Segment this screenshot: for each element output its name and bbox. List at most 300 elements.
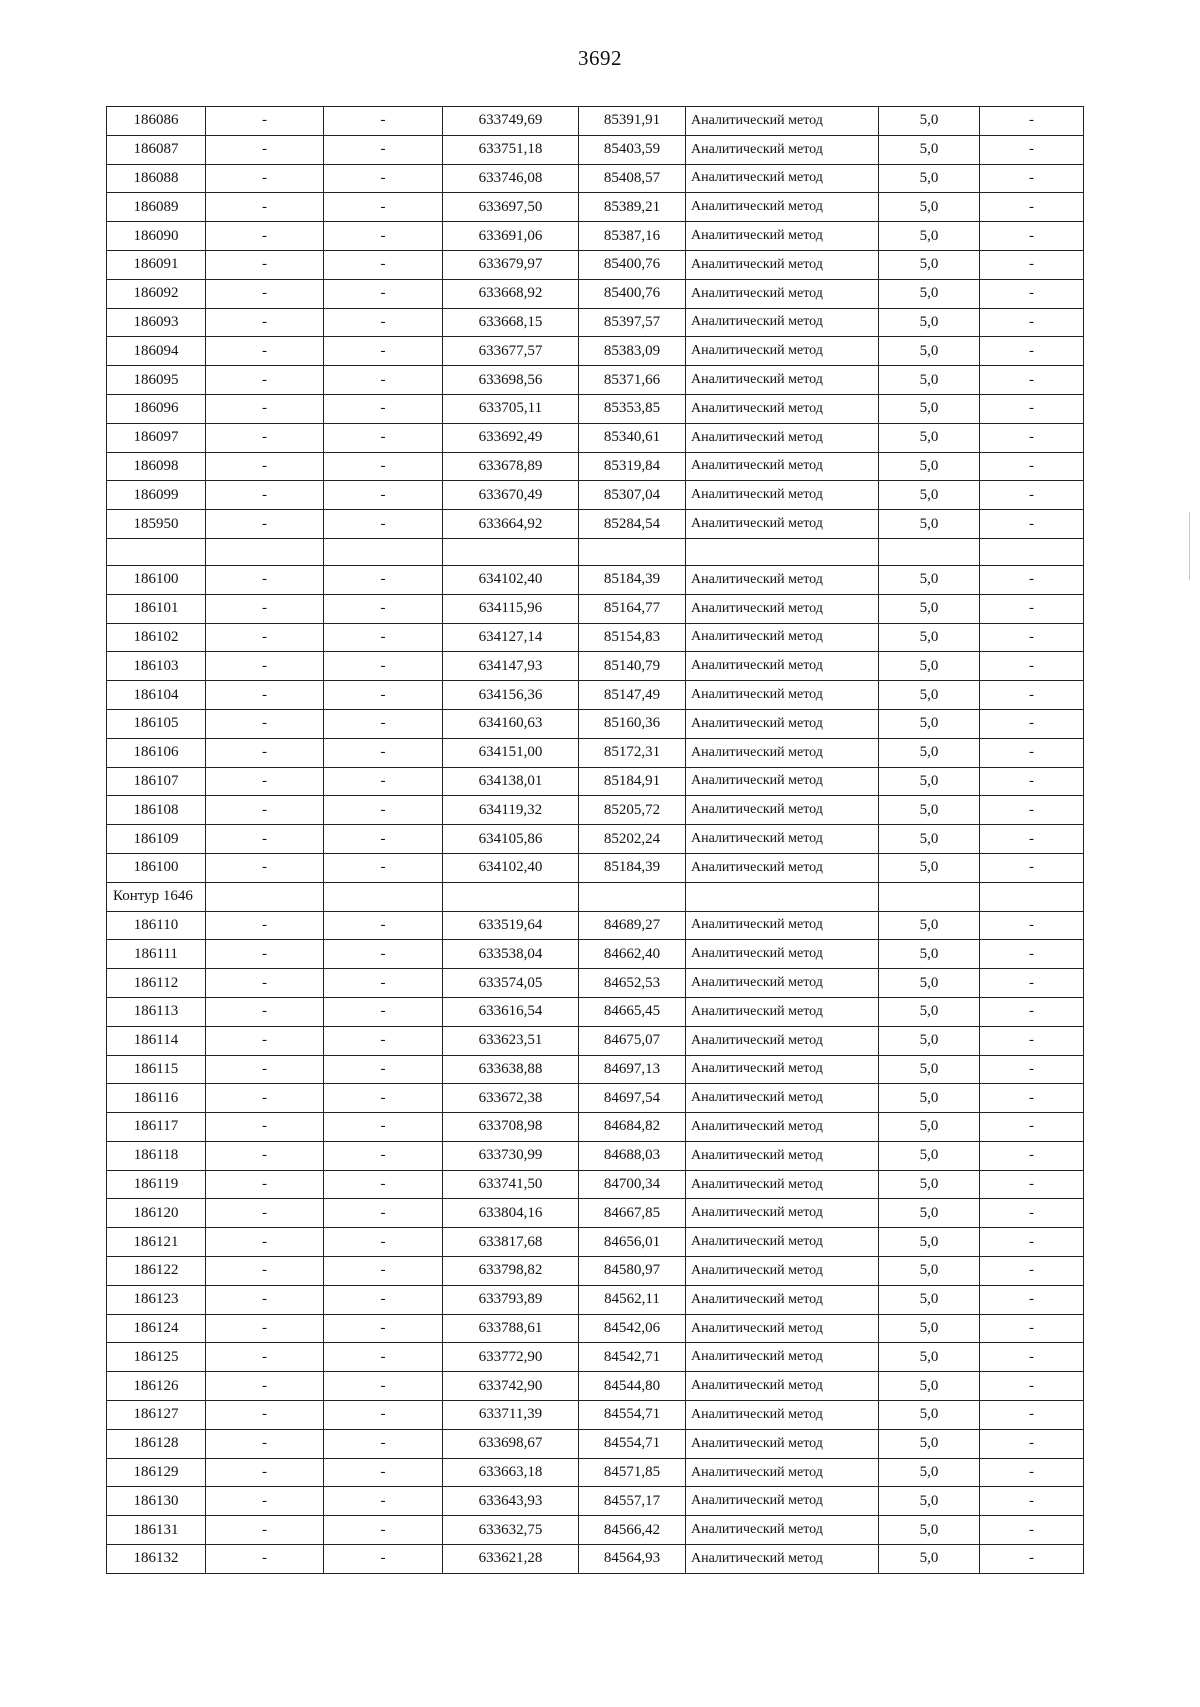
cell-col-8: - [980, 940, 1084, 969]
cell-col-3: - [324, 1545, 443, 1574]
cell-col-2: - [206, 423, 324, 452]
cell-coord-x: 633670,49 [443, 481, 579, 510]
cell-col-8: - [980, 969, 1084, 998]
table-row [107, 997, 1084, 1026]
cell-method [686, 538, 879, 565]
cell-point-number: 186104 [107, 681, 206, 710]
cell-point-number: 186120 [107, 1199, 206, 1228]
cell-col-3 [324, 538, 443, 565]
cell-coord-y: 85403,59 [579, 135, 686, 164]
cell-coord-x: 633804,16 [443, 1199, 579, 1228]
table-row [107, 738, 1084, 767]
cell-point-number: 186116 [107, 1084, 206, 1113]
cell-coord-y: 84557,17 [579, 1487, 686, 1516]
cell-col-2: - [206, 1285, 324, 1314]
cell-point-number: 186108 [107, 796, 206, 825]
cell-coord-x: 633638,88 [443, 1055, 579, 1084]
cell-col-2: - [206, 1429, 324, 1458]
scan-edge-mark [1189, 512, 1190, 580]
cell-method: Аналитический метод [686, 308, 879, 337]
table-row [107, 1314, 1084, 1343]
cell-point-number: 186110 [107, 911, 206, 940]
cell-col-2 [206, 882, 324, 911]
cell-col-8: - [980, 107, 1084, 136]
cell-point-number: 186101 [107, 594, 206, 623]
cell-coord-x: 633538,04 [443, 940, 579, 969]
cell-point-number: 186129 [107, 1458, 206, 1487]
cell-coord-x: 634102,40 [443, 853, 579, 882]
cell-col-3: - [324, 394, 443, 423]
cell-col-2: - [206, 193, 324, 222]
cell-accuracy: 5,0 [879, 423, 980, 452]
cell-col-3: - [324, 911, 443, 940]
cell-coord-x: 634102,40 [443, 565, 579, 594]
cell-point-number: 186087 [107, 135, 206, 164]
cell-coord-x: 633697,50 [443, 193, 579, 222]
cell-point-number: 186093 [107, 308, 206, 337]
cell-coord-y: 85400,76 [579, 250, 686, 279]
cell-point-number: 186114 [107, 1026, 206, 1055]
cell-point-number: 186113 [107, 997, 206, 1026]
cell-point-number: 186100 [107, 853, 206, 882]
cell-coord-x: 633698,67 [443, 1429, 579, 1458]
cell-method: Аналитический метод [686, 1545, 879, 1574]
cell-col-3: - [324, 1084, 443, 1113]
cell-accuracy: 5,0 [879, 594, 980, 623]
table-row [107, 1487, 1084, 1516]
cell-accuracy: 5,0 [879, 969, 980, 998]
cell-col-2: - [206, 565, 324, 594]
cell-col-8: - [980, 796, 1084, 825]
cell-col-3: - [324, 796, 443, 825]
cell-col-3: - [324, 279, 443, 308]
cell-col-3: - [324, 1429, 443, 1458]
cell-coord-y: 84542,71 [579, 1343, 686, 1372]
cell-coord-y: 85202,24 [579, 825, 686, 854]
cell-coord-y: 85408,57 [579, 164, 686, 193]
cell-col-2: - [206, 135, 324, 164]
cell-coord-x: 633623,51 [443, 1026, 579, 1055]
cell-col-8 [980, 882, 1084, 911]
cell-point-number [107, 538, 206, 565]
cell-col-3: - [324, 250, 443, 279]
table-row [107, 1026, 1084, 1055]
cell-accuracy: 5,0 [879, 911, 980, 940]
cell-coord-y: 84689,27 [579, 911, 686, 940]
cell-point-number: 186090 [107, 222, 206, 251]
cell-col-3: - [324, 193, 443, 222]
cell-col-2: - [206, 853, 324, 882]
cell-col-2: - [206, 1141, 324, 1170]
cell-accuracy: 5,0 [879, 250, 980, 279]
cell-method: Аналитический метод [686, 510, 879, 539]
cell-col-2: - [206, 1372, 324, 1401]
cell-col-3: - [324, 337, 443, 366]
cell-accuracy [879, 882, 980, 911]
cell-coord-x: 634156,36 [443, 681, 579, 710]
cell-method: Аналитический метод [686, 193, 879, 222]
cell-point-number: 186111 [107, 940, 206, 969]
cell-coord-y: 84675,07 [579, 1026, 686, 1055]
cell-coord-x: 633705,11 [443, 394, 579, 423]
table-row [107, 1285, 1084, 1314]
cell-accuracy: 5,0 [879, 1026, 980, 1055]
cell-col-3: - [324, 623, 443, 652]
cell-accuracy: 5,0 [879, 652, 980, 681]
cell-point-number: 186119 [107, 1170, 206, 1199]
cell-point-number: 186132 [107, 1545, 206, 1574]
cell-col-2: - [206, 911, 324, 940]
cell-method: Аналитический метод [686, 1141, 879, 1170]
table-row [107, 452, 1084, 481]
cell-col-8: - [980, 1372, 1084, 1401]
cell-coord-y: 85307,04 [579, 481, 686, 510]
cell-col-8: - [980, 623, 1084, 652]
table-row [107, 481, 1084, 510]
cell-col-8: - [980, 652, 1084, 681]
table-row [107, 1429, 1084, 1458]
cell-col-3: - [324, 1026, 443, 1055]
cell-method: Аналитический метод [686, 767, 879, 796]
cell-col-2: - [206, 337, 324, 366]
table-row [107, 423, 1084, 452]
cell-col-3: - [324, 1170, 443, 1199]
table-row [107, 337, 1084, 366]
cell-col-3: - [324, 1458, 443, 1487]
cell-method [686, 882, 879, 911]
cell-col-2: - [206, 738, 324, 767]
cell-coord-y: 84667,85 [579, 1199, 686, 1228]
cell-col-2: - [206, 940, 324, 969]
cell-coord-x: 634127,14 [443, 623, 579, 652]
cell-col-8: - [980, 853, 1084, 882]
cell-coord-y: 85154,83 [579, 623, 686, 652]
cell-col-8: - [980, 279, 1084, 308]
cell-col-3: - [324, 366, 443, 395]
cell-method: Аналитический метод [686, 1257, 879, 1286]
table-row [107, 1343, 1084, 1372]
cell-coord-y: 85184,91 [579, 767, 686, 796]
cell-col-3: - [324, 222, 443, 251]
cell-point-number: 186118 [107, 1141, 206, 1170]
cell-method: Аналитический метод [686, 164, 879, 193]
table-row [107, 1113, 1084, 1142]
cell-accuracy: 5,0 [879, 997, 980, 1026]
table-row [107, 652, 1084, 681]
cell-accuracy: 5,0 [879, 1516, 980, 1545]
cell-col-2: - [206, 481, 324, 510]
table-row [107, 1458, 1084, 1487]
cell-col-2: - [206, 308, 324, 337]
cell-col-8: - [980, 366, 1084, 395]
cell-col-3: - [324, 1343, 443, 1372]
cell-point-number: 186117 [107, 1113, 206, 1142]
cell-col-2: - [206, 796, 324, 825]
cell-coord-x: 634147,93 [443, 652, 579, 681]
cell-col-3: - [324, 107, 443, 136]
table-row [107, 565, 1084, 594]
table-row [107, 1545, 1084, 1574]
table-row [107, 1228, 1084, 1257]
cell-coord-x: 634119,32 [443, 796, 579, 825]
cell-col-2: - [206, 1170, 324, 1199]
cell-method: Аналитический метод [686, 1026, 879, 1055]
cell-coord-x: 633616,54 [443, 997, 579, 1026]
cell-method: Аналитический метод [686, 681, 879, 710]
cell-point-number: 186106 [107, 738, 206, 767]
cell-method: Аналитический метод [686, 594, 879, 623]
cell-col-3: - [324, 510, 443, 539]
cell-coord-y: 84688,03 [579, 1141, 686, 1170]
cell-col-2: - [206, 366, 324, 395]
cell-col-2: - [206, 767, 324, 796]
cell-coord-x: 633772,90 [443, 1343, 579, 1372]
cell-col-8: - [980, 423, 1084, 452]
table-row [107, 623, 1084, 652]
cell-col-8: - [980, 1141, 1084, 1170]
table-row [107, 969, 1084, 998]
cell-col-2: - [206, 1343, 324, 1372]
cell-coord-x: 633668,15 [443, 308, 579, 337]
cell-coord-y: 84656,01 [579, 1228, 686, 1257]
table-row [107, 308, 1084, 337]
cell-col-3: - [324, 594, 443, 623]
cell-accuracy: 5,0 [879, 1314, 980, 1343]
table-row [107, 1516, 1084, 1545]
table-row [107, 222, 1084, 251]
cell-col-3: - [324, 1055, 443, 1084]
cell-coord-x: 633664,92 [443, 510, 579, 539]
cell-accuracy: 5,0 [879, 709, 980, 738]
cell-point-number: 186125 [107, 1343, 206, 1372]
cell-col-2: - [206, 107, 324, 136]
cell-coord-x: 633711,39 [443, 1401, 579, 1430]
cell-coord-y: 84684,82 [579, 1113, 686, 1142]
cell-accuracy: 5,0 [879, 279, 980, 308]
cell-col-2: - [206, 1257, 324, 1286]
cell-accuracy: 5,0 [879, 337, 980, 366]
cell-method: Аналитический метод [686, 1170, 879, 1199]
cell-coord-x: 634138,01 [443, 767, 579, 796]
cell-col-8: - [980, 825, 1084, 854]
cell-coord-y: 85205,72 [579, 796, 686, 825]
cell-coord-y: 85391,91 [579, 107, 686, 136]
table-row [107, 135, 1084, 164]
cell-method: Аналитический метод [686, 279, 879, 308]
cell-col-8: - [980, 510, 1084, 539]
cell-col-8: - [980, 1170, 1084, 1199]
cell-col-2 [206, 538, 324, 565]
cell-col-8: - [980, 1026, 1084, 1055]
cell-method: Аналитический метод [686, 911, 879, 940]
cell-coord-x [443, 882, 579, 911]
cell-col-3: - [324, 423, 443, 452]
cell-point-number: 186091 [107, 250, 206, 279]
cell-method: Аналитический метод [686, 1429, 879, 1458]
cell-coord-x: 633672,38 [443, 1084, 579, 1113]
table-row [107, 366, 1084, 395]
cell-method: Аналитический метод [686, 652, 879, 681]
cell-coord-y: 85284,54 [579, 510, 686, 539]
cell-col-8: - [980, 1285, 1084, 1314]
cell-coord-y: 84544,80 [579, 1372, 686, 1401]
cell-accuracy: 5,0 [879, 135, 980, 164]
cell-method: Аналитический метод [686, 1343, 879, 1372]
cell-method: Аналитический метод [686, 1516, 879, 1545]
cell-accuracy: 5,0 [879, 738, 980, 767]
cell-col-8: - [980, 193, 1084, 222]
cell-point-number: 185950 [107, 510, 206, 539]
table-row [107, 107, 1084, 136]
cell-coord-x: 633621,28 [443, 1545, 579, 1574]
cell-accuracy: 5,0 [879, 1228, 980, 1257]
cell-accuracy: 5,0 [879, 1170, 980, 1199]
cell-method: Аналитический метод [686, 565, 879, 594]
cell-col-8: - [980, 1545, 1084, 1574]
cell-coord-y: 85184,39 [579, 853, 686, 882]
cell-coord-y: 85172,31 [579, 738, 686, 767]
cell-coord-x: 633708,98 [443, 1113, 579, 1142]
cell-col-8: - [980, 997, 1084, 1026]
cell-coord-y: 85147,49 [579, 681, 686, 710]
cell-coord-x: 633519,64 [443, 911, 579, 940]
cell-accuracy: 5,0 [879, 796, 980, 825]
cell-coord-x: 634160,63 [443, 709, 579, 738]
cell-method: Аналитический метод [686, 1084, 879, 1113]
cell-coord-x: 634105,86 [443, 825, 579, 854]
cell-col-2: - [206, 1113, 324, 1142]
cell-accuracy: 5,0 [879, 853, 980, 882]
cell-accuracy: 5,0 [879, 1199, 980, 1228]
cell-col-3: - [324, 738, 443, 767]
cell-col-8: - [980, 1343, 1084, 1372]
cell-accuracy: 5,0 [879, 1487, 980, 1516]
cell-method: Аналитический метод [686, 107, 879, 136]
cell-point-number: Контур 1646 [107, 882, 206, 911]
cell-col-3: - [324, 481, 443, 510]
table-body [107, 107, 1084, 1574]
cell-coord-x: 633574,05 [443, 969, 579, 998]
cell-method: Аналитический метод [686, 1458, 879, 1487]
cell-point-number: 186126 [107, 1372, 206, 1401]
cell-col-8 [980, 538, 1084, 565]
cell-method: Аналитический метод [686, 623, 879, 652]
table-row [107, 911, 1084, 940]
cell-method: Аналитический метод [686, 709, 879, 738]
cell-coord-x: 633679,97 [443, 250, 579, 279]
cell-coord-y: 84662,40 [579, 940, 686, 969]
cell-coord-y: 84697,54 [579, 1084, 686, 1113]
cell-method: Аналитический метод [686, 940, 879, 969]
cell-method: Аналитический метод [686, 1113, 879, 1142]
cell-method: Аналитический метод [686, 394, 879, 423]
cell-point-number: 186089 [107, 193, 206, 222]
table-row [107, 825, 1084, 854]
cell-col-8: - [980, 911, 1084, 940]
cell-col-8: - [980, 481, 1084, 510]
cell-col-3: - [324, 709, 443, 738]
cell-coord-x: 633643,93 [443, 1487, 579, 1516]
cell-col-8: - [980, 1113, 1084, 1142]
cell-point-number: 186096 [107, 394, 206, 423]
cell-coord-x: 633746,08 [443, 164, 579, 193]
cell-coord-x: 633678,89 [443, 452, 579, 481]
cell-method: Аналитический метод [686, 1372, 879, 1401]
cell-col-3: - [324, 767, 443, 796]
cell-accuracy [879, 538, 980, 565]
cell-method: Аналитический метод [686, 853, 879, 882]
cell-coord-y: 85319,84 [579, 452, 686, 481]
table-row [107, 940, 1084, 969]
table-row [107, 1055, 1084, 1084]
cell-col-8: - [980, 1487, 1084, 1516]
cell-coord-y: 84564,93 [579, 1545, 686, 1574]
table-row [107, 1084, 1084, 1113]
cell-col-8: - [980, 1228, 1084, 1257]
cell-accuracy: 5,0 [879, 1141, 980, 1170]
cell-accuracy: 5,0 [879, 1343, 980, 1372]
cell-coord-y: 85387,16 [579, 222, 686, 251]
spacer-row [107, 538, 1084, 565]
cell-method: Аналитический метод [686, 738, 879, 767]
table-row [107, 279, 1084, 308]
cell-col-3: - [324, 853, 443, 882]
cell-col-2: - [206, 1545, 324, 1574]
cell-coord-x: 633798,82 [443, 1257, 579, 1286]
cell-col-8: - [980, 709, 1084, 738]
cell-col-8: - [980, 767, 1084, 796]
cell-col-3: - [324, 1257, 443, 1286]
cell-col-3: - [324, 164, 443, 193]
cell-col-8: - [980, 1516, 1084, 1545]
cell-col-3: - [324, 135, 443, 164]
cell-method: Аналитический метод [686, 337, 879, 366]
cell-accuracy: 5,0 [879, 1545, 980, 1574]
cell-coord-x: 633663,18 [443, 1458, 579, 1487]
table-row [107, 1401, 1084, 1430]
cell-point-number: 186100 [107, 565, 206, 594]
cell-col-8: - [980, 1314, 1084, 1343]
cell-col-3: - [324, 1113, 443, 1142]
cell-coord-x: 633788,61 [443, 1314, 579, 1343]
cell-accuracy: 5,0 [879, 1401, 980, 1430]
table-row [107, 796, 1084, 825]
cell-point-number: 186098 [107, 452, 206, 481]
cell-point-number: 186109 [107, 825, 206, 854]
cell-accuracy: 5,0 [879, 1113, 980, 1142]
cell-coord-y: 85160,36 [579, 709, 686, 738]
cell-col-2: - [206, 250, 324, 279]
cell-coord-y: 85383,09 [579, 337, 686, 366]
cell-col-2: - [206, 394, 324, 423]
cell-col-2: - [206, 510, 324, 539]
cell-method: Аналитический метод [686, 481, 879, 510]
cell-coord-x: 634115,96 [443, 594, 579, 623]
cell-method: Аналитический метод [686, 796, 879, 825]
cell-point-number: 186107 [107, 767, 206, 796]
cell-coord-y: 84554,71 [579, 1429, 686, 1458]
cell-col-8: - [980, 1458, 1084, 1487]
cell-col-3: - [324, 997, 443, 1026]
cell-col-8: - [980, 337, 1084, 366]
page-number: 3692 [578, 46, 622, 70]
cell-col-8: - [980, 1429, 1084, 1458]
cell-col-3: - [324, 565, 443, 594]
cell-col-2: - [206, 1026, 324, 1055]
cell-accuracy: 5,0 [879, 510, 980, 539]
cell-col-2: - [206, 623, 324, 652]
cell-col-2: - [206, 825, 324, 854]
